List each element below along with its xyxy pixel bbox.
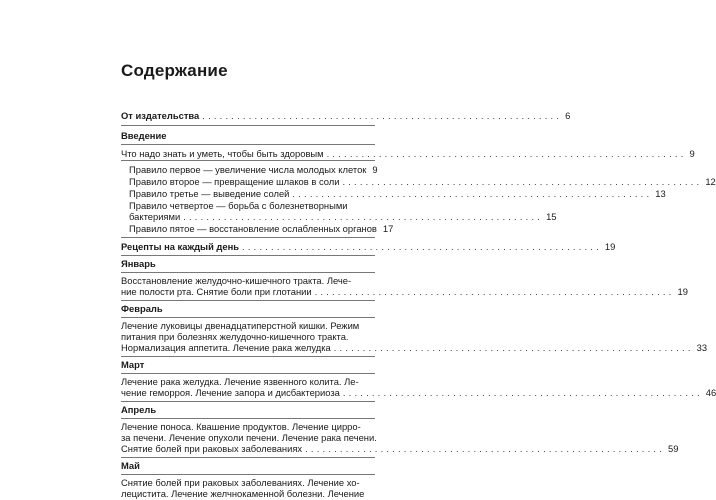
leader-dots: .............................................................. [333, 342, 694, 353]
toc-entry-march-line1: Лечение рака желудка. Лечение язвенного колита. Ле- [121, 376, 359, 387]
section-heading-intro: Введение [121, 130, 167, 141]
divider [121, 373, 375, 374]
toc-entry-label: Рецепты на каждый день [121, 241, 240, 252]
divider [121, 125, 375, 126]
toc-entry-rule3[interactable] [129, 188, 666, 199]
toc-page-number: 17 [382, 223, 394, 234]
toc-entry-label: бактериями [129, 211, 181, 222]
leader-dots: .............................................................. [342, 176, 703, 187]
toc-entry-rule4[interactable] [129, 211, 557, 222]
divider [121, 160, 375, 161]
leader-dots: .............................................................. [342, 387, 703, 398]
toc-entry-label: Что надо знать и уметь, чтобы быть здоровым [121, 148, 324, 159]
toc-entry-label: Нормализация аппетита. Лечение рака желудка [121, 342, 331, 353]
month-heading-february: Февраль [121, 303, 163, 314]
toc-entry-label: Правило первое — увеличение числа молодых клеток [129, 164, 367, 175]
toc-entry-rule4-line1: Правило четвертое — борьба с болезнетворными [129, 200, 348, 211]
toc-entry-rule1[interactable] [129, 164, 378, 175]
toc-entry-may-line2: лецистита. Лечение желчнокаменной болезни. Лечение [121, 488, 365, 499]
toc-page-number: 59 [668, 443, 679, 454]
month-heading-april: Апрель [121, 404, 157, 415]
toc-entry-january-line1: Восстановление желудочно-кишечного тракта. Лече- [121, 275, 352, 286]
toc-entry-april[interactable] [121, 443, 679, 454]
divider [121, 255, 375, 256]
toc-page-number: 9 [372, 164, 378, 175]
divider [121, 356, 375, 357]
divider [121, 272, 375, 273]
month-heading-march: Март [121, 359, 145, 370]
toc-page-number: 19 [677, 286, 688, 297]
toc-entry-publisher[interactable] [121, 110, 571, 121]
toc-entry-recipes[interactable] [121, 241, 616, 252]
toc-entry-rule2[interactable] [129, 176, 716, 187]
toc-entry-february[interactable] [121, 342, 708, 353]
toc-entry-march[interactable] [121, 387, 716, 398]
toc-entry-may-line1: Снятие болей при раковых заболеваниях. Лечение хо- [121, 477, 360, 488]
toc-entry-label: Правило второе — превращение шлаков в соли [129, 176, 340, 187]
divider [121, 401, 375, 402]
toc-page-number: 9 [689, 148, 695, 159]
divider [121, 418, 375, 419]
toc-entry-april-line2: за печени. Лечение опухоли печени. Лечение рака печени. [121, 432, 377, 443]
leader-dots: .............................................................. [292, 188, 653, 199]
toc-entry-january[interactable] [121, 286, 688, 297]
toc-entry-rule5[interactable] [129, 223, 394, 234]
page-title: Содержание [121, 61, 228, 80]
leader-dots: .............................................................. [183, 211, 544, 222]
divider [121, 300, 375, 301]
toc-page-number: 6 [565, 110, 571, 121]
toc-entry-label: чение геморроя. Лечение запора и дисбактериоза [121, 387, 340, 398]
toc-entry-label: Правило пятое — восстановление ослабленных органов [129, 223, 377, 234]
divider [121, 474, 375, 475]
toc-page-number: 19 [604, 241, 616, 252]
divider [121, 317, 375, 318]
toc-entry-february-line1: Лечение луковицы двенадцатиперстной кишки. Режим [121, 320, 360, 331]
leader-dots: .............................................................. [314, 286, 675, 297]
toc-entry-february-line2: питания при болезнях желудочно-кишечного тракта. [121, 331, 349, 342]
toc-entry-label: ние полости рта. Снятие боли при глотании [121, 286, 312, 297]
toc-page-number: 15 [546, 211, 557, 222]
divider [121, 144, 375, 145]
toc-page-number: 46 [705, 387, 716, 398]
divider [121, 457, 375, 458]
month-heading-may: Май [121, 460, 140, 471]
month-heading-january: Январь [121, 258, 156, 269]
divider [121, 237, 375, 238]
toc-page-number: 12 [705, 176, 716, 187]
toc-entry-label: От издательства [121, 110, 200, 121]
leader-dots: .............................................................. [305, 443, 665, 454]
toc-entry-label: Снятие болей при раковых заболеваниях [121, 443, 303, 454]
leader-dots: .............................................................. [242, 241, 602, 252]
leader-dots: .............................................................. [202, 110, 563, 121]
toc-page-number: 13 [655, 188, 666, 199]
toc-entry-april-line1: Лечение поноса. Квашение продуктов. Лечение цирро- [121, 421, 361, 432]
leader-dots: .............................................................. [326, 148, 687, 159]
toc-entry-intro-question[interactable] [121, 148, 695, 159]
toc-entry-label: Правило третье — выведение солей [129, 188, 290, 199]
toc-page-number: 33 [696, 342, 708, 353]
